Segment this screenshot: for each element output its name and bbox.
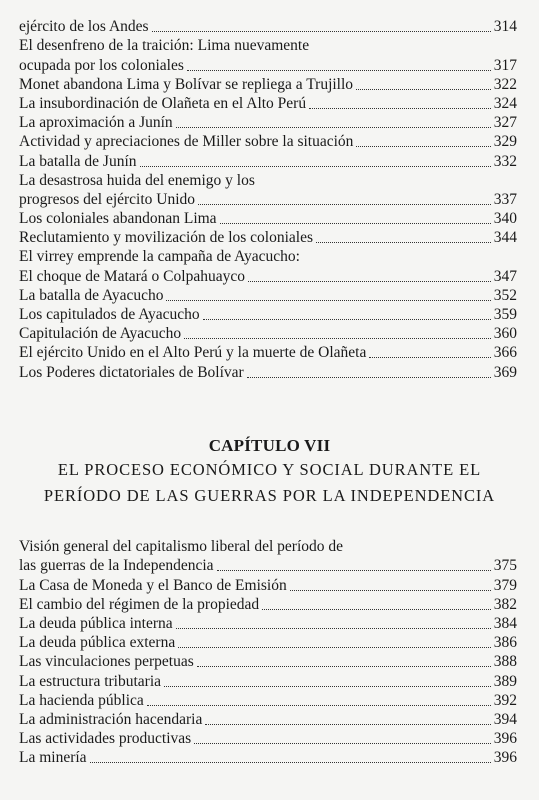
dot-leader — [248, 280, 491, 282]
toc-entry-title: La Casa de Moneda y el Banco de Emisión — [19, 576, 287, 594]
toc-entry — [19, 151, 517, 170]
toc-entry — [19, 94, 517, 113]
toc-entry-page: 386 — [493, 634, 517, 652]
toc-entry-title: El cambio del régimen de la propiedad — [19, 595, 260, 613]
toc-entry-page: 366 — [493, 344, 517, 362]
toc-entry-page: 396 — [493, 749, 517, 767]
toc-entry-title: Visión general del capitalismo liberal del período de — [19, 538, 344, 556]
chapter-subtitle-line-2: PERÍODO DE LAS GUERRAS POR LA INDEPENDENCIA — [43, 486, 496, 505]
toc-entry — [19, 55, 517, 74]
toc-entry-title: Los Poderes dictatoriales de Bolívar — [19, 363, 244, 381]
dot-leader — [220, 222, 491, 224]
chapter-title: CAPÍTULO VII — [208, 436, 331, 455]
toc-entry-title: progresos del ejército Unido — [19, 190, 196, 208]
dot-leader — [290, 589, 491, 591]
dot-leader — [187, 69, 491, 71]
dot-leader — [184, 337, 491, 339]
dot-leader — [166, 299, 490, 301]
dot-leader — [356, 88, 491, 90]
toc-entry-title: las guerras de la Independencia — [19, 557, 214, 575]
toc-entry — [19, 633, 517, 652]
toc-entry — [19, 691, 517, 710]
toc-entry-page: 359 — [493, 306, 517, 323]
toc-entry-title: ocupada por los coloniales — [19, 56, 184, 74]
toc-entry-title: El ejército Unido en el Alto Perú y la muerte de Olañeta — [19, 344, 367, 362]
toc-entry — [19, 710, 517, 729]
toc-entry — [19, 305, 517, 324]
toc-entry-page: 360 — [493, 325, 517, 343]
toc-entry — [19, 614, 517, 633]
toc-entry — [19, 190, 517, 209]
dot-leader — [205, 723, 490, 725]
toc-entry-page: 369 — [493, 363, 517, 381]
toc-entry-title: La batalla de Ayacucho — [19, 286, 164, 304]
toc-entry — [19, 343, 517, 362]
toc-entry-title: Monet abandona Lima y Bolívar se repliega a Trujillo — [19, 75, 354, 93]
toc-entry-page: 379 — [493, 576, 517, 594]
toc-entry-page: 382 — [493, 595, 517, 613]
toc-entry-title: Actividad y apreciaciones de Miller sobre la situación — [19, 133, 354, 151]
toc-entry-page: 396 — [493, 730, 517, 748]
toc-entry-page: 329 — [493, 133, 517, 151]
toc-entry-title: El choque de Matará o Colpahuayco — [19, 267, 245, 285]
dot-leader — [178, 646, 491, 648]
toc-entry-title: Las vinculaciones perpetuas — [19, 653, 194, 671]
toc-entry — [19, 113, 517, 132]
toc-entry-title: La hacienda pública — [19, 691, 144, 709]
dot-leader — [309, 107, 491, 109]
toc-entry-page: 340 — [493, 210, 517, 228]
toc-entry-page: 332 — [493, 152, 517, 170]
toc-entry-title: La minería — [19, 749, 87, 767]
toc-entry-title: La estructura tributaria — [19, 672, 162, 690]
toc-entry-page: 389 — [493, 672, 517, 690]
toc-entry — [19, 671, 517, 690]
toc-entry-title: La desastrosa huida del enemigo y los — [19, 171, 255, 189]
toc-entry-title: Las actividades productivas — [19, 730, 192, 748]
toc-entry-title: Reclutamiento y movilización de los coloniales — [19, 229, 313, 247]
toc-entry-title: ejército de los Andes — [19, 18, 149, 36]
toc-entry-title: Los capitulados de Ayacucho — [19, 306, 200, 323]
dot-leader — [369, 356, 490, 358]
toc-entry-page: 344 — [493, 229, 517, 247]
toc-section-top — [19, 17, 517, 382]
dot-leader — [217, 569, 491, 571]
toc-entry — [19, 247, 517, 266]
toc-entry-page: 384 — [493, 614, 517, 632]
toc-entry — [19, 209, 517, 228]
toc-entry-title: La deuda pública externa — [19, 634, 176, 652]
dot-leader — [152, 30, 491, 32]
toc-entry — [19, 17, 517, 36]
dot-leader — [90, 761, 491, 763]
toc-entry-page: 394 — [493, 710, 517, 728]
chapter-subtitle-line-1: EL PROCESO ECONÓMICO Y SOCIAL DURANTE EL — [57, 460, 482, 479]
toc-entry — [19, 729, 517, 748]
dot-leader — [147, 704, 491, 706]
toc-entry — [19, 36, 517, 55]
toc-entry — [19, 575, 517, 594]
toc-entry-page: 314 — [493, 18, 517, 36]
dot-leader — [247, 376, 491, 378]
toc-entry — [19, 362, 517, 381]
toc-entry-page: 392 — [493, 691, 517, 709]
toc-entry — [19, 286, 517, 305]
toc-entry — [19, 324, 517, 343]
toc-entry-page: 324 — [493, 94, 517, 112]
toc-entry-title: El virrey emprende la campaña de Ayacucho: — [19, 248, 300, 266]
toc-entry-page: 322 — [493, 75, 517, 93]
toc-entry — [19, 132, 517, 151]
toc-entry — [19, 652, 517, 671]
toc-entry-title: La administración hacendaria — [19, 710, 203, 728]
toc-entry — [19, 171, 517, 190]
toc-entry-title: Los coloniales abandonan Lima — [19, 210, 217, 228]
toc-entry — [19, 75, 517, 94]
toc-entry-page: 388 — [493, 653, 517, 671]
dot-leader — [176, 627, 491, 629]
toc-entry — [19, 537, 517, 556]
toc-entry — [19, 228, 517, 247]
toc-entry-page: 327 — [493, 114, 517, 132]
dot-leader — [176, 126, 491, 128]
toc-entry-page: 347 — [493, 267, 517, 285]
toc-entry-title: La batalla de Junín — [19, 152, 137, 170]
dot-leader — [164, 685, 491, 687]
toc-entry-title: La deuda pública interna — [19, 614, 173, 632]
chapter-heading — [0, 436, 539, 507]
toc-entry — [19, 556, 517, 575]
dot-leader — [140, 165, 491, 167]
toc-entry-page: 375 — [493, 557, 517, 575]
dot-leader — [262, 608, 491, 610]
toc-entry — [19, 748, 517, 767]
dot-leader — [198, 203, 491, 205]
dot-leader — [356, 145, 490, 147]
toc-entry-title: El desenfreno de la traición: Lima nuevamente — [19, 37, 310, 55]
dot-leader — [197, 665, 491, 667]
dot-leader — [203, 318, 491, 320]
dot-leader — [316, 241, 491, 243]
toc-entry — [19, 266, 517, 285]
toc-entry-page: 352 — [493, 286, 517, 304]
toc-section-bottom — [19, 537, 517, 767]
toc-entry-title: La aproximación a Junín — [19, 114, 173, 132]
toc-entry-title: La insubordinación de Olañeta en el Alto Perú — [19, 94, 307, 112]
dot-leader — [194, 742, 491, 744]
toc-entry-title: Capitulación de Ayacucho — [19, 325, 182, 343]
toc-entry — [19, 595, 517, 614]
toc-entry-page: 317 — [493, 56, 517, 74]
toc-entry-page: 337 — [493, 190, 517, 208]
